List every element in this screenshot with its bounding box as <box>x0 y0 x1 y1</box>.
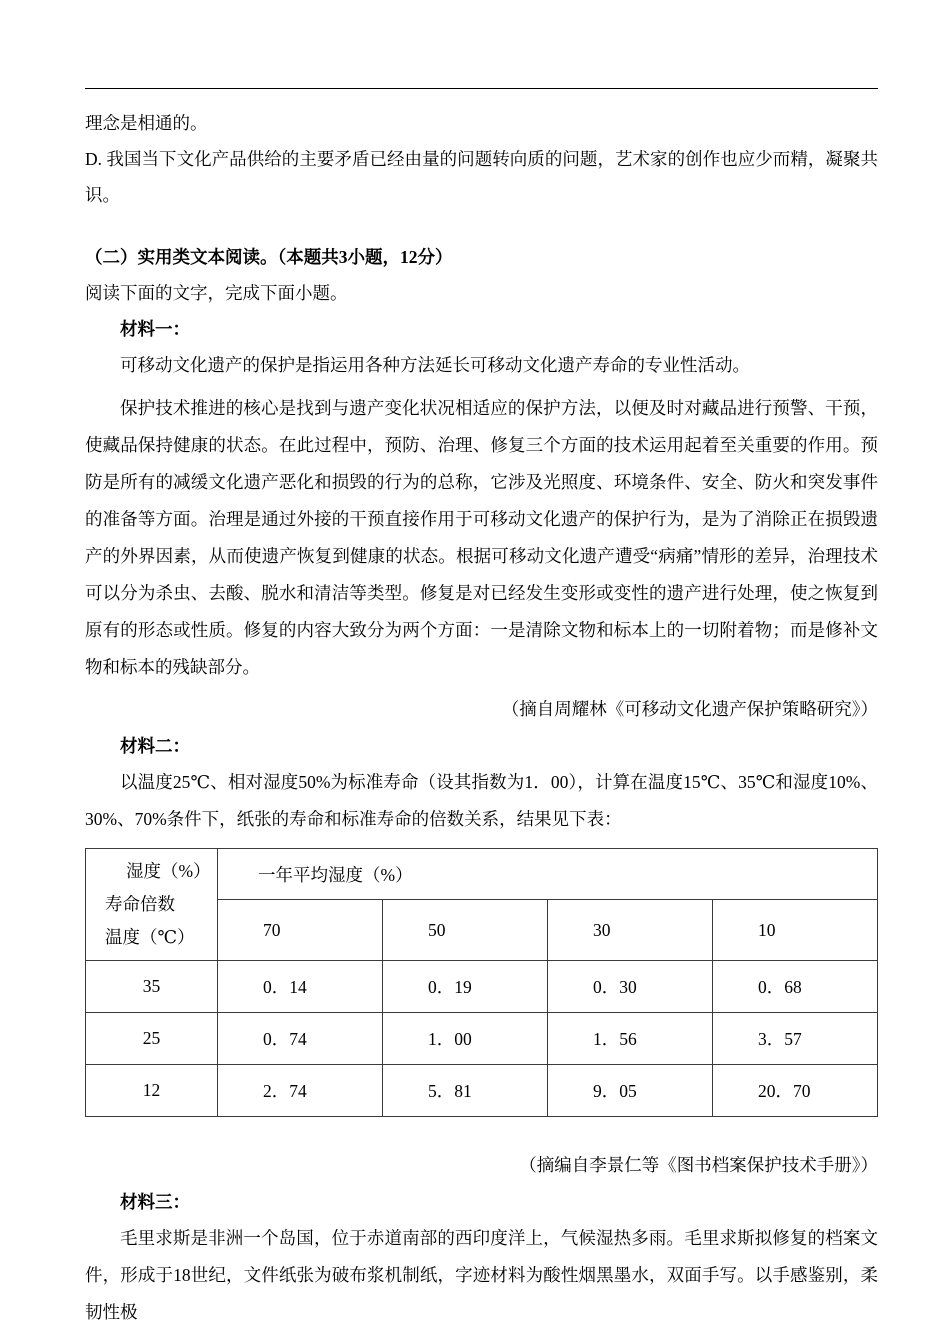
material-3-label: 材料三： <box>120 1192 190 1212</box>
material-1-source: （摘自周耀林《可移动文化遗产保护策略研究》） <box>501 699 878 719</box>
paper-lifespan-table <box>85 848 878 1117</box>
lifespan-value-cell: 0．14 <box>218 961 383 1013</box>
material-2-label: 材料二： <box>120 736 190 756</box>
table-corner-cell <box>86 849 218 961</box>
humidity-col-header: 10 <box>713 900 878 961</box>
material-2-source: （摘编自李景仁等《图书档案保护技术手册》） <box>519 1155 878 1175</box>
lifespan-value-cell: 2．74 <box>218 1065 383 1117</box>
lifespan-value-cell: 0．19 <box>383 961 548 1013</box>
corner-lifespan-label: 寿命倍数 <box>105 894 175 914</box>
table-header-row-1 <box>86 849 878 900</box>
temperature-row-header: 25 <box>86 1013 218 1065</box>
carryover-text: 理念是相通的。 <box>85 113 208 133</box>
lifespan-value-cell: 1．00 <box>383 1013 548 1065</box>
lifespan-value-cell: 3．57 <box>713 1013 878 1065</box>
humidity-col-header: 70 <box>218 900 383 961</box>
table-row <box>86 1013 878 1065</box>
table-row <box>86 1065 878 1117</box>
lifespan-value-cell: 5．81 <box>383 1065 548 1117</box>
option-d: D. 我国当下文化产品供给的主要矛盾已经由量的问题转向质的问题，艺术家的创作也应少而精，凝聚共识。 <box>85 149 878 205</box>
lifespan-value-cell: 0．74 <box>218 1013 383 1065</box>
corner-temperature-label: 温度（℃） <box>105 927 195 947</box>
material-3-paragraph-1: 毛里求斯是非洲一个岛国，位于赤道南部的西印度洋上，气候湿热多雨。毛里求斯拟修复的档案文件，形成于18世纪，文件纸张为破布浆机制纸，字迹材料为酸性烟黑墨水，双面手写。以手感鉴别，柔韧性极 <box>85 1228 878 1322</box>
lifespan-value-cell: 9．05 <box>548 1065 713 1117</box>
lifespan-value-cell: 0．30 <box>548 961 713 1013</box>
temperature-row-header: 35 <box>86 961 218 1013</box>
lifespan-value-cell: 0．68 <box>713 961 878 1013</box>
material-2-paragraph-1: 以温度25℃、相对湿度50%为标准寿命（设其指数为1．00），计算在温度15℃、35℃和湿度10%、30%、70%条件下，纸张的寿命和标准寿命的倍数关系，结果见下表： <box>85 772 878 829</box>
section-heading: （二）实用类文本阅读。（本题共3小题，12分） <box>85 247 453 267</box>
material-1-paragraph-2: 保护技术推进的核心是找到与遗产变化状况相适应的保护方法，以便及时对藏品进行预警、干预，使藏品保持健康的状态。在此过程中，预防、治理、修复三个方面的技术运用起着至关重要的作用。预防是所有的减缓文化遗产恶化和损毁的行为的总称，它涉及光照度、环境条件、安全、防火和突发事件的准备等方面。治理是通过外接的干预直接作用于可移动文化遗产的保护行为，是为了消除正在损毁遗产的外界因素，从而使遗产恢复到健康的状态。根据可移动文化遗产遭受“病痛”情形的差异，治理技术可以分为杀虫、去酸、脱水和清洁等类型。修复是对已经发生变形或变性的遗产进行处理，使之恢复到原有的形态或性质。修复的内容大致分为两个方面：一是清除文物和标本上的一切附着物；而是修补文物和标本的残缺部分。 <box>85 398 878 677</box>
table-row <box>86 961 878 1013</box>
corner-humidity-label: 湿度（%） <box>126 861 211 881</box>
humidity-col-header: 30 <box>548 900 713 961</box>
material-1-paragraph-1: 可移动文化遗产的保护是指运用各种方法延长可移动文化遗产寿命的专业性活动。 <box>120 355 750 375</box>
humidity-col-header: 50 <box>383 900 548 961</box>
lifespan-value-cell: 1．56 <box>548 1013 713 1065</box>
lifespan-value-cell: 20．70 <box>713 1065 878 1117</box>
temperature-row-header: 12 <box>86 1065 218 1117</box>
material-1-label: 材料一： <box>120 319 190 339</box>
page-divider-line <box>85 88 878 89</box>
avg-humidity-header: 一年平均湿度（%） <box>218 849 878 900</box>
section-instruction: 阅读下面的文字，完成下面小题。 <box>85 283 348 303</box>
